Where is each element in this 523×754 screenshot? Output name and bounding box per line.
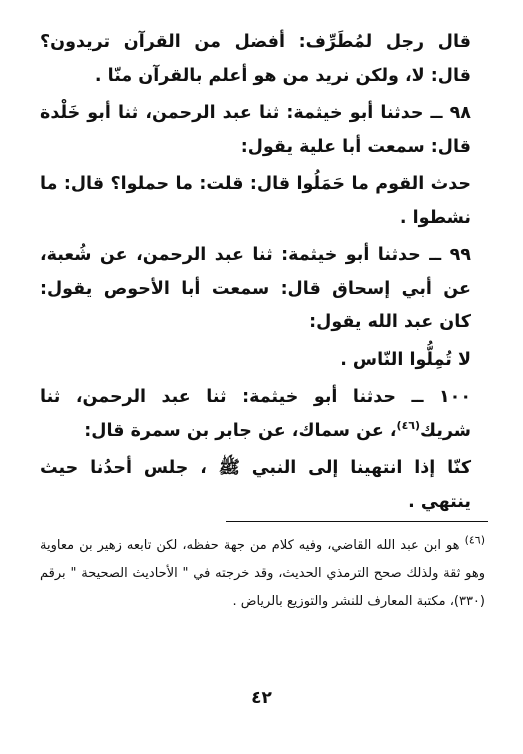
page-number: ٤٢ (251, 688, 272, 708)
paragraph-1: قال رجل لمُطَرِّف: أفضل من القرآن تريدون؟ قال: لا، ولكن نريد من هو أعلم بالقرآن منّا . (40, 32, 471, 86)
footnote-text: هو ابن عبد الله القاضي، وفيه كلام من جهة حفظه، لكن تابعه زهير بن معاوية وهو ثقة ولذلك صحح الترمذي الحديث، وقد خرجته في " الأحاديث الصحيحة " برقم (٣٣٠)، مكتبة المعارف للنشر والتوزيع بالرياض . (40, 538, 485, 609)
paragraph-98: ٩٨ ــ حدثنا أبو خيثمة: ثنا عبد الرحمن، ثنا أبو خَلْدة قال: سمعت أبا علية يقول: (40, 103, 471, 157)
main-text (40, 26, 485, 519)
paragraph-quote-2: لا تُمِلُّوا النّاس . (340, 349, 471, 370)
paragraph-99: ٩٩ ــ حدثنا أبو خيثمة: ثنا عبد الرحمن، عن شُعبة، عن أبي إسحاق قال: سمعت أبا الأحوص يقول: كان عبد الله يقول: (40, 245, 471, 332)
footnote-divider (226, 521, 488, 522)
footnote-paragraph (40, 532, 485, 616)
footnote-marker: (٤٦) (464, 533, 485, 547)
paragraph-100 (40, 381, 485, 448)
paragraph-quote-3: كنّا إذا انتهينا إلى النبي ﷺ ، جلس أحدُنا حيث ينتهي . (40, 458, 471, 512)
paragraph-100-start: ١٠٠ ــ حدثنا أبو خيثمة: ثنا عبد الرحمن، ثنا شريك (40, 387, 471, 441)
paragraph-100-end: ، عن سماك، عن جابر بن سمرة قال: (84, 420, 397, 441)
paragraph-quote-1: حدث القوم ما حَمَلُوا قال: قلت: ما حملوا؟ قال: ما نشطوا . (40, 174, 471, 228)
footnote (40, 532, 485, 616)
footnote-reference: (٤٦) (396, 418, 421, 432)
